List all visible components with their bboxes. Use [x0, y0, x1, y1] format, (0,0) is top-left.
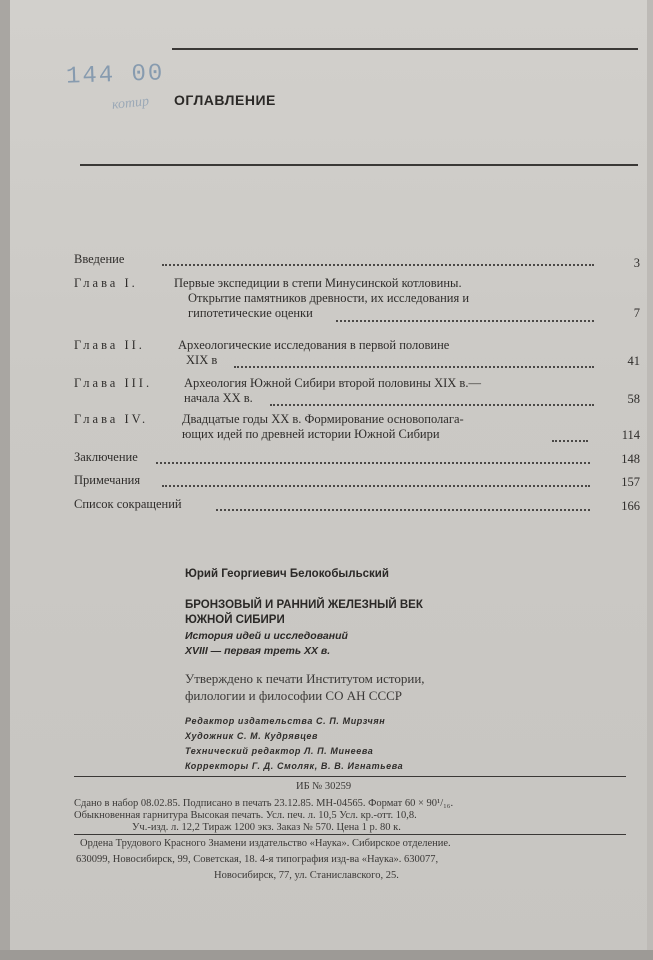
toc-chapter-prefix: Глава IV.: [74, 412, 149, 426]
print-detail-line: Уч.-изд. л. 12,2 Тираж 1200 экз. Заказ № 570. Цена 1 р. 80 к.: [132, 822, 401, 833]
toc-entry-title-cont: начала XX в.: [184, 391, 253, 405]
imprint-id: ИБ № 30259: [296, 781, 352, 792]
toc-page-number: 114: [621, 428, 640, 442]
toc-entry-title: Археология Южной Сибири второй половины XIX в.—: [184, 376, 481, 390]
page-edge-left: [0, 0, 10, 960]
toc-page-number: 41: [627, 354, 640, 368]
toc-page-number: 157: [621, 475, 640, 489]
credit-tech-editor: Технический редактор Л. П. Минеева: [185, 746, 374, 756]
leader-dots: [552, 440, 588, 442]
approval-note: [185, 670, 545, 704]
toc-entry-title: Введение: [74, 252, 125, 266]
library-stamp: 144 00: [65, 60, 165, 91]
toc-entry-title: Заключение: [74, 450, 138, 464]
toc-page-number: 148: [621, 452, 640, 466]
leader-dots: [270, 404, 594, 406]
leader-dots: [162, 264, 594, 266]
top-rule: [172, 48, 638, 50]
toc-chapter-prefix: Глава II.: [74, 338, 145, 352]
heading-rule: [80, 164, 638, 166]
leader-dots: [216, 509, 590, 511]
approval-line: филологии и философии СО АН СССР: [185, 688, 403, 703]
credit-proofreaders: Корректоры Г. Д. Смоляк, В. В. Игнатьева: [185, 761, 404, 771]
toc-entry-title: Список сокращений: [74, 497, 182, 511]
book-title-line-1: БРОНЗОВЫЙ И РАННИЙ ЖЕЛЕЗНЫЙ ВЕК: [185, 599, 423, 611]
toc-entry-title-cont: Открытие памятников древности, их исследования и: [188, 291, 470, 305]
toc-entry-title-cont: XIX в: [186, 353, 218, 367]
print-detail-line: Сдано в набор 08.02.85. Подписано в печать 23.12.85. МН-04565. Формат 60 × 90¹/₁₆.: [74, 798, 454, 809]
page-edge-bottom: [0, 950, 653, 960]
credit-artist: Художник С. М. Кудрявцев: [185, 731, 318, 741]
publisher-line: Ордена Трудового Красного Знамени издательство «Наука». Сибирское отделение.: [80, 838, 451, 849]
toc-entry-title: Археологические исследования в первой половине: [178, 338, 450, 352]
toc-chapter-prefix: Глава III.: [74, 376, 153, 390]
book-subtitle-line-2: XVIII — первая треть XX в.: [185, 645, 331, 657]
publisher-line: Новосибирск, 77, ул. Станиславского, 25.: [214, 870, 399, 881]
leader-dots: [162, 485, 590, 487]
toc-entry-title-cont: ющих идей по древней истории Южной Сибири: [182, 427, 440, 441]
book-author: Юрий Георгиевич Белокобыльский: [185, 568, 389, 580]
print-detail-line: Обыкновенная гарнитура Высокая печать. Усл. печ. л. 10,5 Усл. кр.-отт. 10,8.: [74, 810, 417, 821]
imprint-rule-bottom: [74, 834, 626, 835]
handwritten-note: котир: [111, 94, 150, 113]
toc-page-number: 7: [633, 306, 640, 320]
contents-heading: ОГЛАВЛЕНИЕ: [174, 92, 276, 108]
book-subtitle-line-1: История идей и исследований: [185, 630, 348, 642]
publisher-line: 630099, Новосибирск, 99, Советская, 18. 4-я типография изд-ва «Наука». 630077,: [76, 854, 439, 865]
leader-dots: [156, 462, 590, 464]
leader-dots: [336, 320, 594, 322]
imprint-rule-top: [74, 776, 626, 777]
toc-chapter-prefix: Глава I.: [74, 276, 138, 290]
book-title-line-2: ЮЖНОЙ СИБИРИ: [185, 614, 285, 626]
toc-page-number: 58: [627, 392, 640, 406]
leader-dots: [234, 366, 594, 368]
toc-page-number: 166: [621, 499, 640, 513]
toc-entry-title: Примечания: [74, 473, 141, 487]
toc-entry-title: Двадцатые годы XX в. Формирование основополага-: [182, 412, 464, 426]
page-edge-right: [647, 0, 653, 960]
toc-page-number: 3: [633, 256, 640, 270]
approval-line: Утверждено к печати Институтом истории,: [185, 671, 425, 686]
credit-editor: Редактор издательства С. П. Мирзчян: [185, 716, 386, 726]
toc-entry-title: Первые экспедиции в степи Минусинской котловины.: [174, 276, 462, 290]
toc-entry-title-cont: гипотетические оценки: [188, 306, 313, 320]
